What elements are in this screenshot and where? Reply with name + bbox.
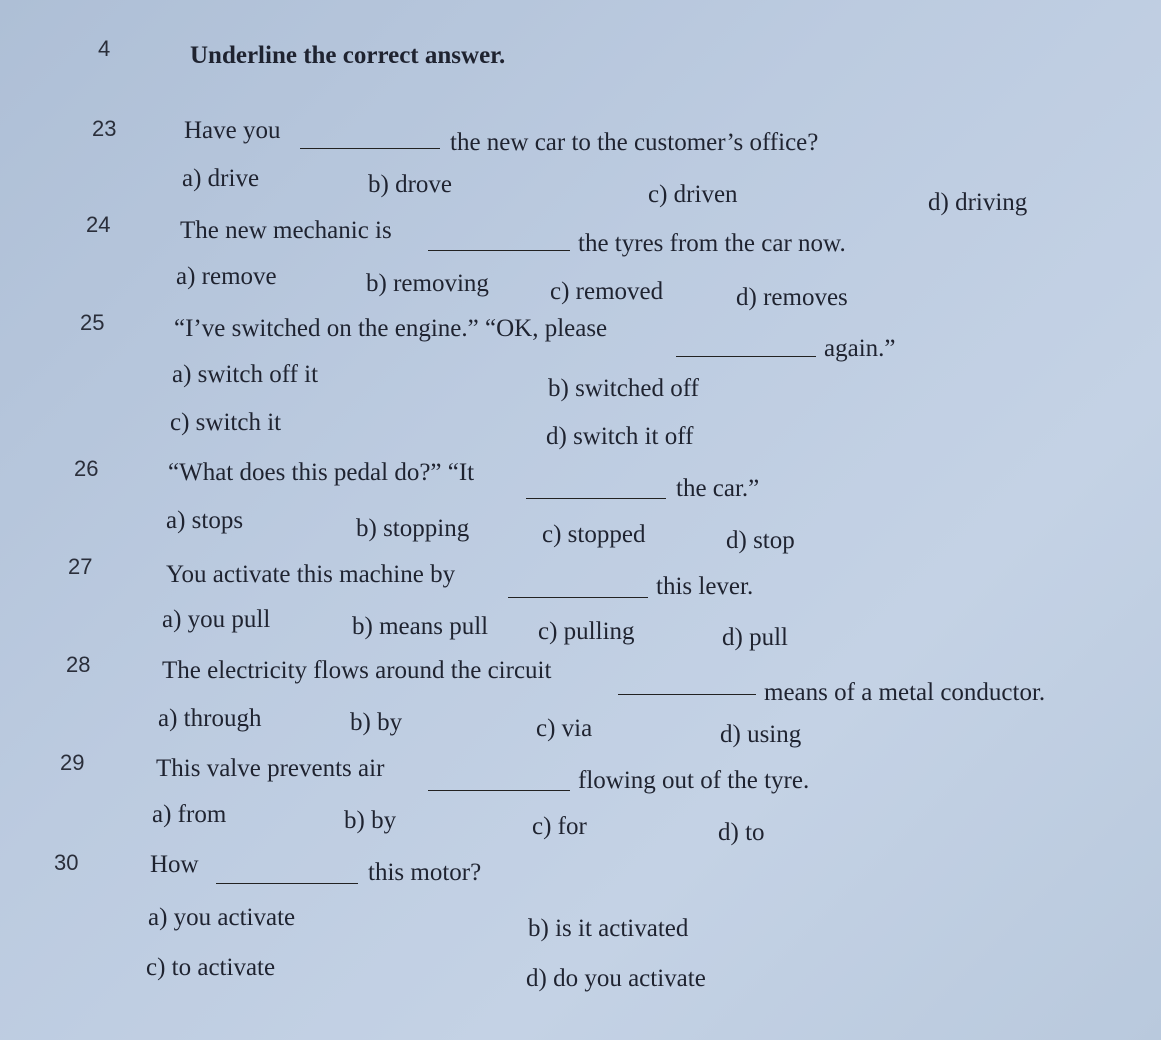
question-number: 23 (92, 116, 117, 141)
option-a[interactable]: a) drive (182, 165, 260, 192)
question-text-before: The electricity flows around the circuit (162, 657, 552, 684)
option-d[interactable]: d) do you activate (526, 965, 706, 992)
question-text-before: The new mechanic is (180, 217, 392, 244)
question-text-before: “I’ve switched on the engine.” “OK, please (174, 315, 608, 342)
option-a[interactable]: a) through (158, 705, 262, 732)
option-d[interactable]: d) removes (736, 284, 848, 311)
answer-blank[interactable] (508, 597, 648, 598)
answer-blank[interactable] (300, 148, 440, 149)
answer-blank[interactable] (428, 790, 570, 791)
option-a[interactable]: a) you activate (148, 904, 296, 931)
answer-blank[interactable] (618, 694, 756, 695)
option-b[interactable]: b) switched off (548, 375, 699, 402)
question-number: 25 (80, 310, 105, 335)
question-text-after: the car.” (676, 475, 760, 502)
option-a[interactable]: a) switch off it (172, 361, 319, 388)
question-number: 28 (66, 652, 91, 677)
option-d[interactable]: d) stop (726, 527, 795, 554)
option-a[interactable]: a) from (152, 801, 227, 828)
option-c[interactable]: c) switch it (170, 409, 282, 436)
question-text-before: “What does this pedal do?” “It (168, 459, 475, 486)
question-number: 26 (74, 456, 99, 481)
option-d[interactable]: d) switch it off (546, 423, 694, 450)
option-c[interactable]: c) stopped (542, 521, 646, 548)
question-number: 29 (60, 750, 85, 775)
option-a[interactable]: a) stops (166, 507, 244, 534)
option-d[interactable]: d) pull (722, 624, 788, 651)
question-number: 27 (68, 554, 93, 579)
question-number: 30 (54, 850, 79, 875)
option-b[interactable]: b) drove (368, 171, 452, 198)
option-a[interactable]: a) remove (176, 263, 277, 290)
answer-blank[interactable] (428, 250, 570, 251)
question-text-before: This valve prevents air (156, 755, 385, 782)
option-c[interactable]: c) via (536, 715, 593, 742)
answer-blank[interactable] (526, 498, 666, 499)
option-b[interactable]: b) means pull (352, 613, 489, 640)
question-text-after: means of a metal conductor. (764, 679, 1046, 706)
question-text-after: flowing out of the tyre. (578, 767, 810, 794)
option-b[interactable]: b) by (344, 807, 397, 834)
question-text-after: the tyres from the car now. (578, 230, 846, 257)
option-c[interactable]: c) driven (648, 181, 738, 208)
option-a[interactable]: a) you pull (162, 606, 271, 633)
question-text-after: the new car to the customer’s office? (450, 129, 819, 156)
answer-blank[interactable] (676, 356, 816, 357)
option-b[interactable]: b) removing (366, 270, 489, 297)
option-c[interactable]: c) for (532, 813, 587, 840)
question-text-after: this lever. (656, 573, 754, 600)
exercise-instruction: Underline the correct answer. (190, 42, 506, 69)
answer-blank[interactable] (216, 883, 358, 884)
option-d[interactable]: d) driving (928, 189, 1028, 216)
question-number: 24 (86, 212, 111, 237)
option-b[interactable]: b) is it activated (528, 915, 689, 942)
option-d[interactable]: d) using (720, 721, 802, 748)
option-c[interactable]: c) to activate (146, 954, 276, 981)
question-text-before: How (150, 851, 199, 878)
option-b[interactable]: b) stopping (356, 515, 470, 542)
option-b[interactable]: b) by (350, 709, 403, 736)
option-c[interactable]: c) removed (550, 278, 664, 305)
exercise-number: 4 (98, 36, 111, 61)
question-text-before: Have you (184, 117, 281, 144)
option-d[interactable]: d) to (718, 819, 765, 846)
question-text-after: this motor? (368, 859, 482, 886)
question-text-before: You activate this machine by (166, 561, 456, 588)
option-c[interactable]: c) pulling (538, 618, 635, 645)
question-text-after: again.” (824, 335, 896, 362)
